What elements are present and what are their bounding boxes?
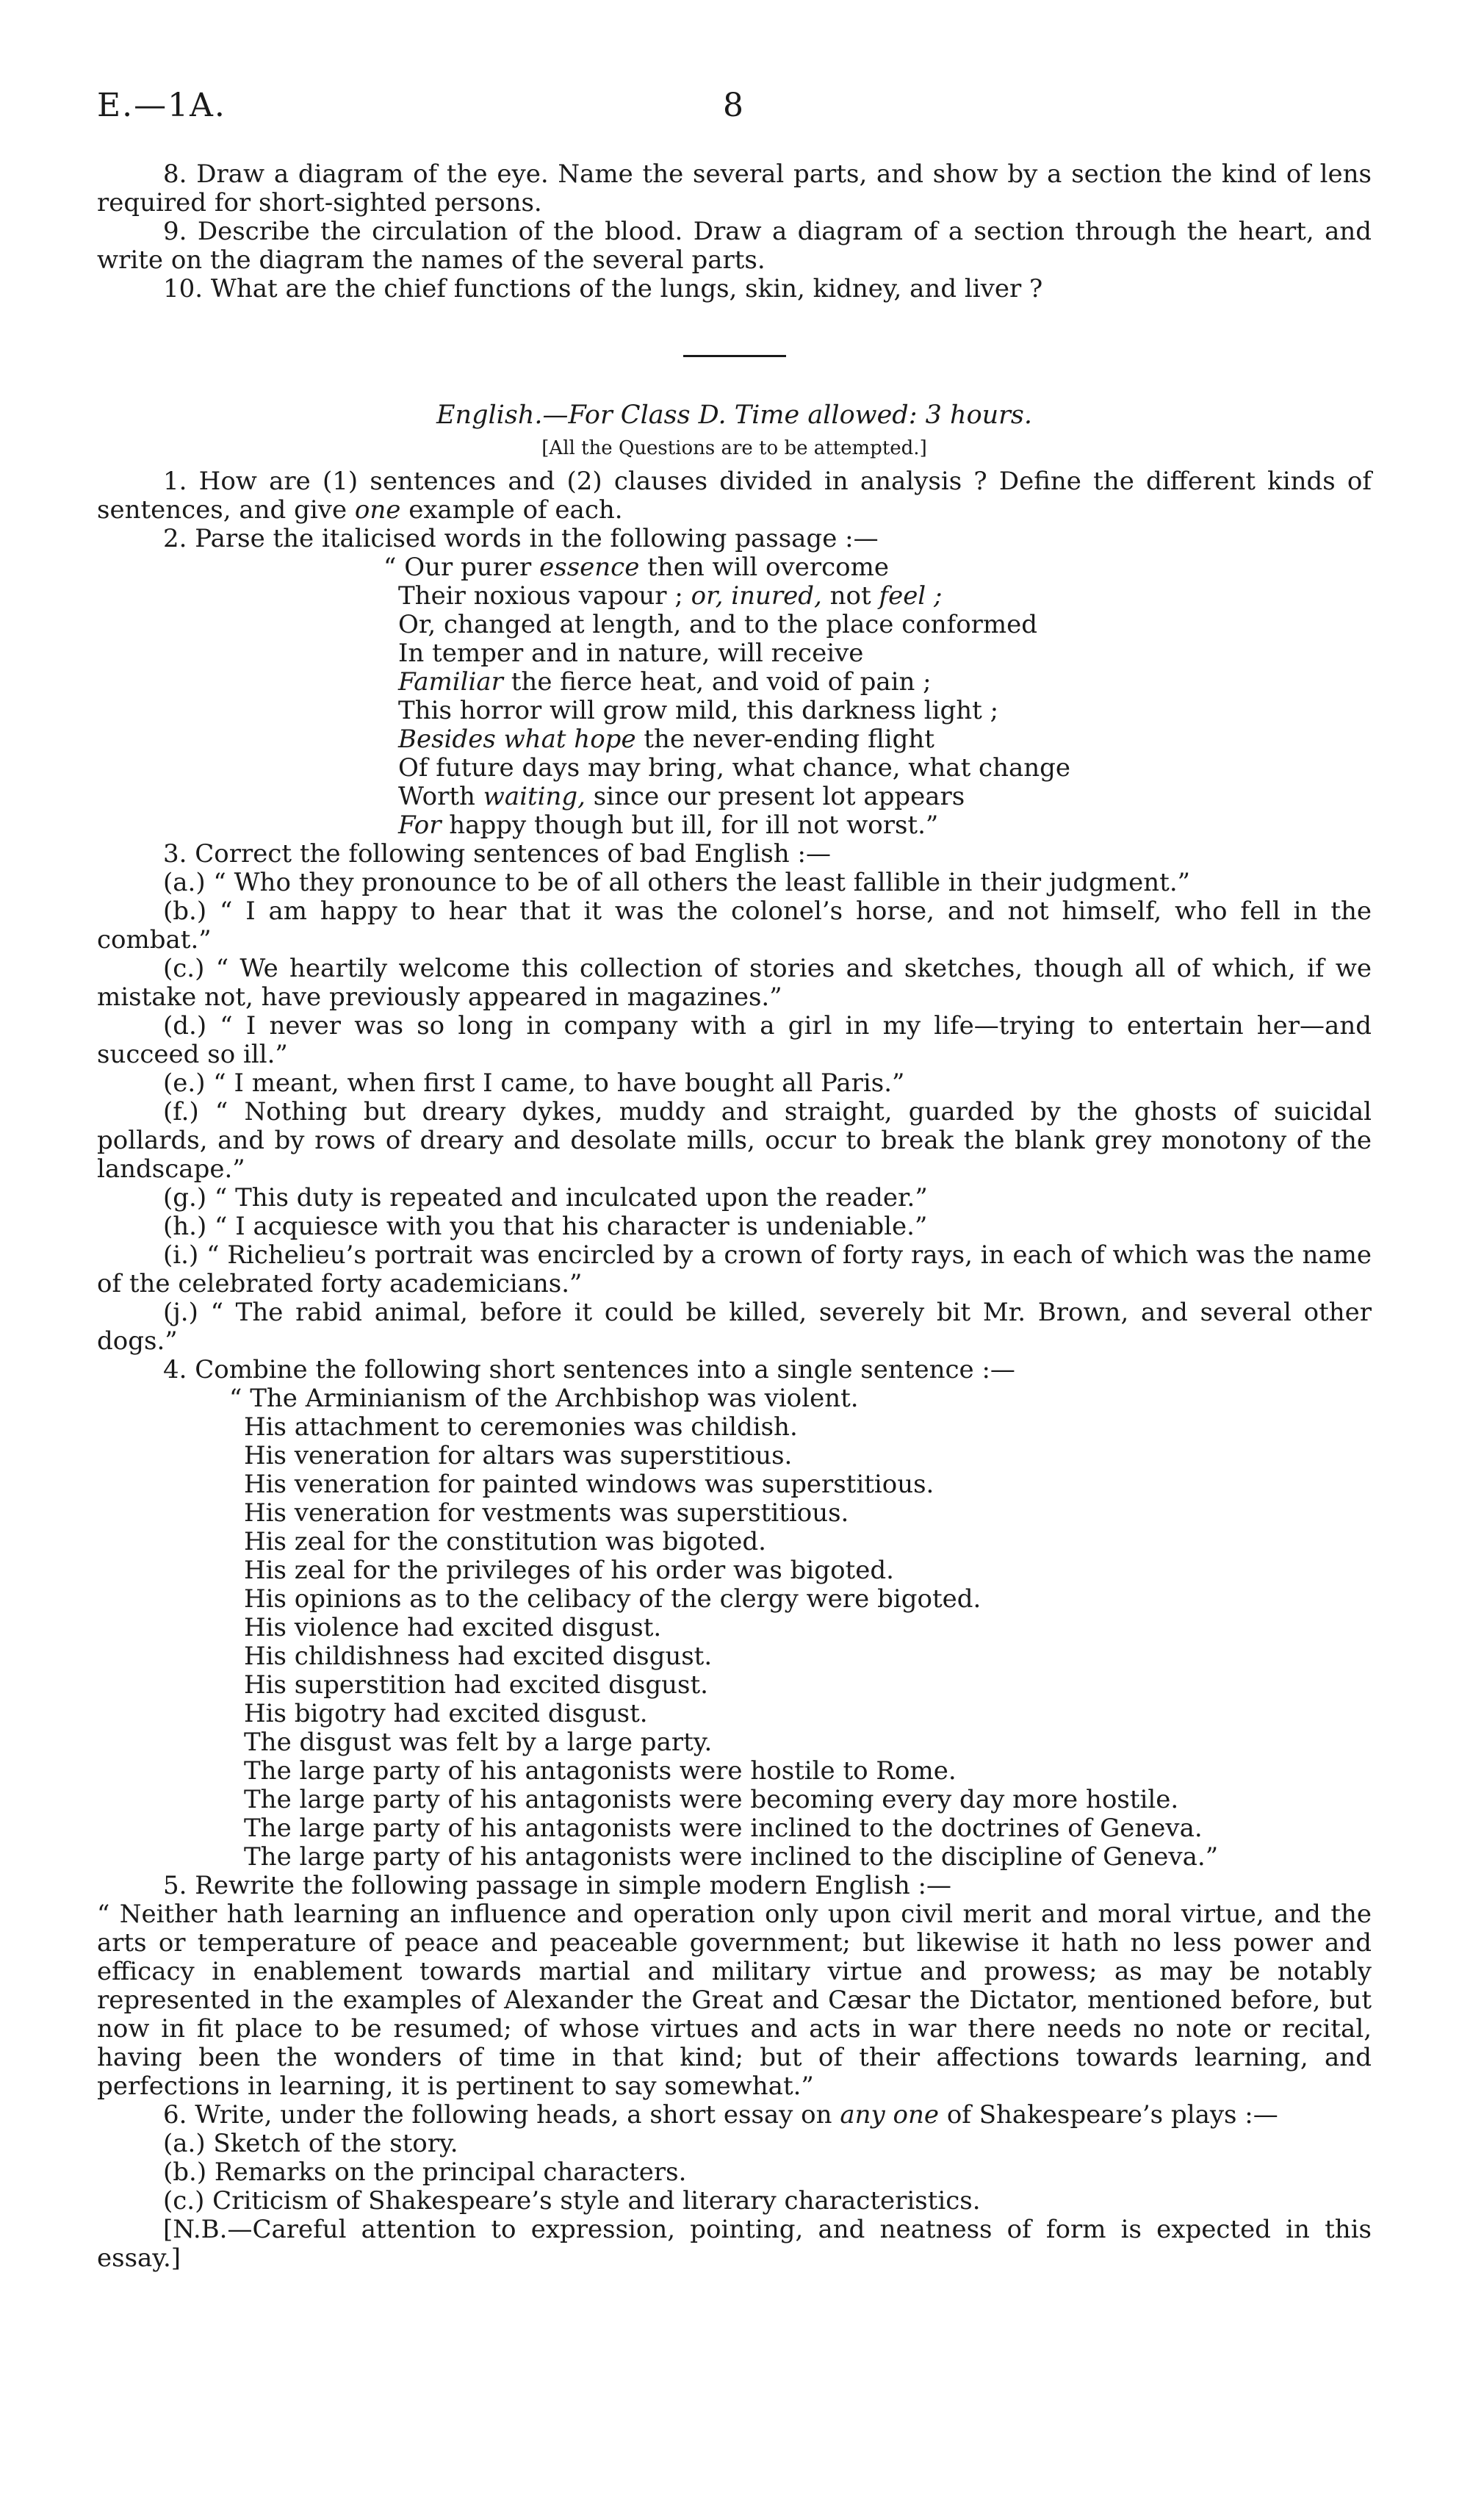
sentence-line: The large party of his antagonists were inclined to the discipline of Geneva.” (244, 1842, 1219, 1872)
sentence-line: “ The Arminianism of the Archbishop was violent. (229, 1384, 859, 1413)
sentence-line: His veneration for altars was superstitious. (244, 1441, 793, 1470)
q3-item-b: (b.) “ I am happy to hear that it was the colonel’s horse, and not himself, who fell in the combat.” (97, 897, 1372, 955)
q3-item-d: (d.) “ I never was so long in company with a girl in my life—trying to entertain her—and succeed so ill.” (97, 1011, 1372, 1069)
poem-emphasis: Familiar (398, 667, 503, 697)
poem-line (398, 582, 1372, 611)
sentence-line: His attachment to ceremonies was childish. (244, 1412, 798, 1442)
poem-text: the never-ending flight (635, 725, 934, 754)
page-reference: E.—1A. (97, 87, 226, 124)
q6-item-b: (b.) Remarks on the principal characters. (163, 2157, 687, 2187)
sentence-line: The large party of his antagonists were hostile to Rome. (244, 1756, 957, 1786)
section-title: English.—For Class D. Time allowed: 3 hours. (436, 400, 1032, 430)
sentence-line: The disgust was felt by a large party. (244, 1728, 713, 1757)
combine-sentences (229, 1384, 1372, 1872)
poem-line (383, 553, 1372, 582)
q3-item-a: (a.) “ Who they pronounce to be of all others the least fallible in their judgment.” (163, 868, 1191, 897)
q1-text-a: 1. How are (1) sentences and (2) clauses divided in analysis ? Define the different kinds of sentences, and give (97, 467, 1372, 525)
q1-text-b: example of each. (400, 495, 623, 525)
question-4: 4. Combine the following short sentences into a single sentence :— (163, 1355, 1015, 1384)
poem-text: then will overcome (639, 553, 889, 582)
q6-item-a: (a.) Sketch of the story. (163, 2129, 458, 2158)
sentence-line: His zeal for the constitution was bigoted. (244, 1527, 766, 1556)
poem-line (398, 783, 1372, 811)
q3-item-c: (c.) “ We heartily welcome this collection of stories and sketches, though all of which, if we mistake not, have previously appeared in magazines.” (97, 954, 1372, 1012)
poem-line: This horror will grow mild, this darkness light ; (398, 696, 999, 725)
poem-emphasis: essence (539, 553, 640, 582)
sentence-line: His bigotry had excited disgust. (244, 1699, 648, 1728)
sentence-line: His opinions as to the celibacy of the clergy were bigoted. (244, 1584, 981, 1614)
poem-line (398, 811, 1372, 840)
q3-item-i: (i.) “ Richelieu’s portrait was encircled by a crown of forty rays, in each of which was the name of the celebrated forty academicians.” (97, 1240, 1372, 1298)
nb-note: [N.B.—Careful attention to expression, pointing, and neatness of form is expected in this essay.] (97, 2215, 1372, 2273)
q5-passage: “ Neither hath learning an influence and operation only upon civil merit and moral virtue, and the arts or temperature of peace and peaceable government; but likewise it hath no less power and efficacy in enablement towards martial and military virtue and prowess; as may be notably represented in the examples of Alexander the Great and Cæsar the Dictator, mentioned before, but now in fit place to be resumed; of whose virtues and acts in war there needs no note or recital, having been the wonders of time in that kind; but of their affections towards learning, and perfections in learning, it is pertinent to say somewhat.” (97, 1900, 1372, 2101)
sentence-line: His superstition had excited disgust. (244, 1670, 708, 1700)
sentence-line: His childishness had excited disgust. (244, 1642, 713, 1671)
poem-emphasis: waiting, (483, 782, 586, 811)
sentence-line: His veneration for vestments was superstitious. (244, 1498, 849, 1528)
sentence-line: His violence had excited disgust. (244, 1613, 662, 1642)
page-number: 8 (723, 87, 743, 124)
poem-text: the fierce heat, and void of pain ; (503, 667, 932, 697)
question-10: 10. What are the chief functions of the lungs, skin, kidney, and liver ? (163, 274, 1043, 303)
question-9: 9. Describe the circulation of the blood. Draw a diagram of a section through the heart, and write on the diagram the names of the several parts. (97, 217, 1372, 275)
question-3: 3. Correct the following sentences of bad English :— (163, 839, 831, 869)
sentence-line: The large party of his antagonists were inclined to the doctrines of Geneva. (244, 1814, 1203, 1843)
section-divider (683, 355, 786, 357)
q6-emphasis: any one (840, 2100, 940, 2130)
sentence-line: The large party of his antagonists were becoming every day more hostile. (244, 1785, 1179, 1814)
poem-text: not (821, 581, 879, 611)
question-6 (97, 2101, 1372, 2130)
q3-item-f: (f.) “ Nothing but dreary dykes, muddy and straight, guarded by the ghosts of suicidal pollards, and by rows of dreary and desolate mills, occur to break the blank grey monotony of the landscape.” (97, 1097, 1372, 1184)
poem-text: since our present lot appears (586, 782, 965, 811)
q1-emphasis: one (354, 495, 401, 525)
question-2: 2. Parse the italicised words in the following passage :— (163, 524, 879, 553)
poem-line: Of future days may bring, what chance, what change (398, 753, 1071, 783)
sentence-line: His veneration for painted windows was superstitious. (244, 1470, 934, 1499)
q3-item-h: (h.) “ I acquiesce with you that his character is undeniable.” (163, 1212, 928, 1241)
poem-line (398, 668, 1372, 697)
sentence-line: His zeal for the privileges of his order was bigoted. (244, 1556, 894, 1585)
q3-item-g: (g.) “ This duty is repeated and inculcated upon the reader.” (163, 1183, 928, 1212)
poem-passage (383, 553, 1372, 840)
section-note: [All the Questions are to be attempted.] (541, 437, 927, 459)
q3-item-j: (j.) “ The rabid animal, before it could be killed, severely bit Mr. Brown, and several other dogs.” (97, 1298, 1372, 1356)
poem-line: Or, changed at length, and to the place conformed (398, 610, 1038, 639)
question-1 (97, 467, 1372, 525)
poem-emphasis: feel ; (879, 581, 943, 611)
q6-text-a: 6. Write, under the following heads, a short essay on (163, 2100, 840, 2130)
q3-item-e: (e.) “ I meant, when first I came, to have bought all Paris.” (163, 1068, 905, 1098)
page-body (97, 160, 1372, 2273)
poem-text: happy though but ill, for ill not worst.” (441, 811, 939, 840)
poem-text: “ Our purer (383, 553, 540, 582)
poem-emphasis: For (398, 811, 442, 840)
q6-text-b: of Shakespeare’s plays :— (939, 2100, 1278, 2130)
poem-emphasis: Besides what hope (398, 725, 636, 754)
question-8: 8. Draw a diagram of the eye. Name the several parts, and show by a section the kind of lens required for short-sighted persons. (97, 159, 1372, 218)
poem-text: Worth (398, 782, 483, 811)
q6-item-c: (c.) Criticism of Shakespeare’s style and literary characteristics. (163, 2186, 981, 2216)
poem-text: Their noxious vapour ; (398, 581, 691, 611)
question-5: 5. Rewrite the following passage in simple modern English :— (163, 1871, 951, 1900)
poem-line: In temper and in nature, will receive (398, 639, 864, 668)
poem-line (398, 725, 1372, 754)
poem-emphasis: or, inured, (691, 581, 822, 611)
